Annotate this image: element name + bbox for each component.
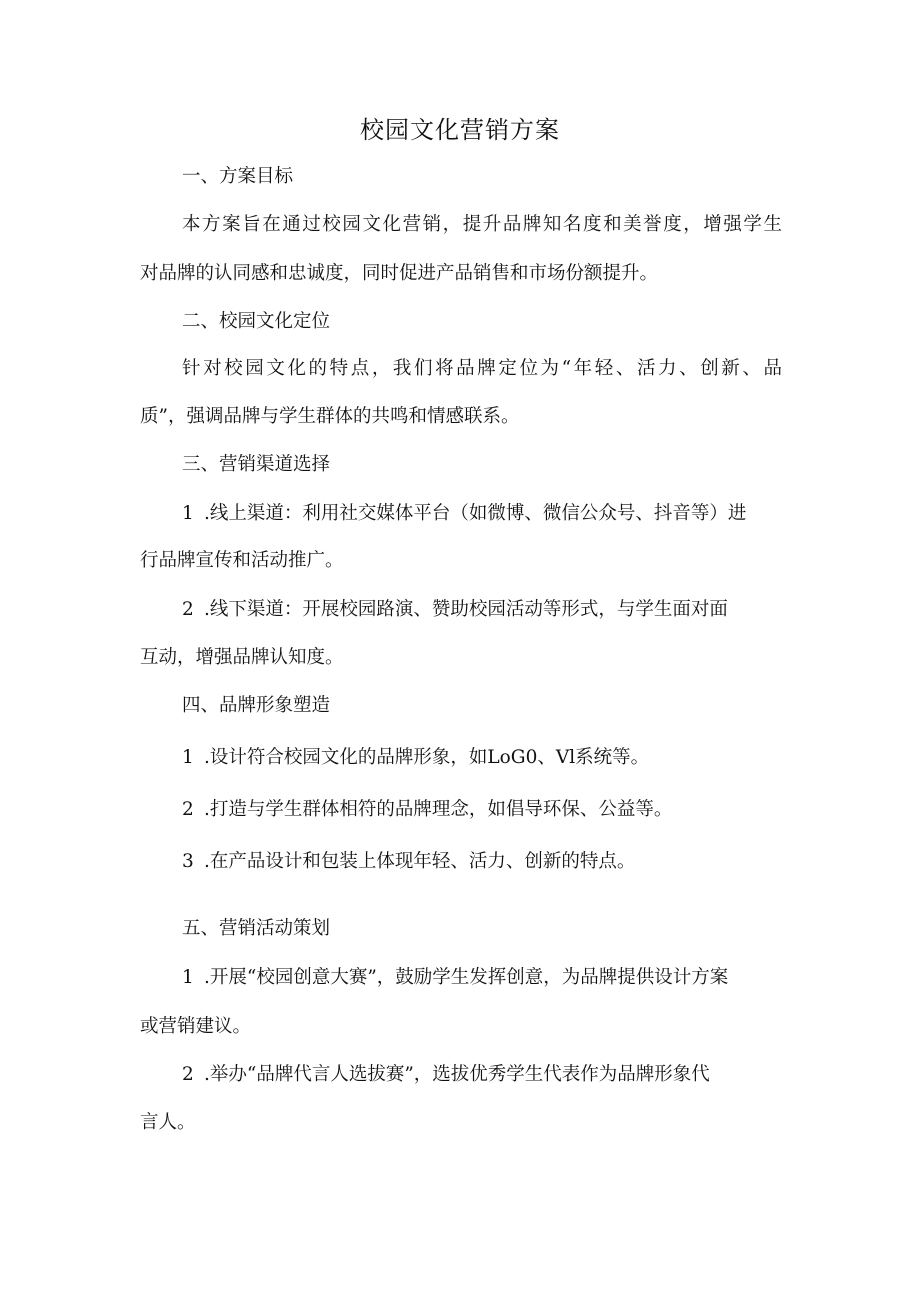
section-heading: 五、营销活动策划	[182, 918, 331, 939]
paragraph-line: 针对校园文化的特点，我们将品牌定位为“年轻、活力、创新、品	[182, 358, 782, 379]
section-heading: 四、品牌形象塑造	[182, 695, 331, 716]
list-item-text: .线上渠道：利用社交媒体平台（如微博、微信公众号、抖音等）进	[204, 503, 747, 524]
list-item	[182, 745, 827, 771]
list-item	[182, 597, 785, 623]
list-item-text: .在产品设计和包装上体现年轻、活力、创新的特点。	[204, 851, 636, 872]
section-heading: 三、营销渠道选择	[182, 454, 331, 475]
document-title: 校园文化营销方案	[360, 116, 560, 144]
list-item	[182, 501, 785, 527]
section-heading: 一、方案目标	[182, 166, 294, 187]
list-number: 1	[182, 503, 194, 524]
list-number: 2	[182, 799, 194, 820]
paragraph-line: 行品牌宣传和活动推广。	[140, 550, 344, 571]
list-item-text: .打造与学生群体相符的品牌理念，如倡导环保、公益等。	[204, 799, 673, 820]
paragraph-line: 本方案旨在通过校园文化营销，提升品牌知名度和美誉度，增强学生	[182, 214, 782, 235]
paragraph-line: 对品牌的认同感和忠诚度，同时促进产品销售和市场份额提升。	[140, 263, 659, 284]
list-item	[182, 965, 785, 991]
section-heading: 二、校园文化定位	[182, 311, 331, 332]
paragraph-line: 质”，强调品牌与学生群体的共鸣和情感联系。	[140, 406, 520, 427]
list-number: 2	[182, 599, 194, 620]
list-item	[182, 849, 827, 875]
list-item-text: .设计符合校园文化的品牌形象，如LoG0、Vl系统等。	[204, 747, 650, 768]
list-number: 3	[182, 851, 194, 872]
list-number: 1	[182, 967, 194, 988]
list-number: 2	[182, 1064, 194, 1085]
list-item-text: .开展“校园创意大赛”，鼓励学生发挥创意，为品牌提供设计方案	[204, 967, 729, 988]
paragraph-line: 言人。	[140, 1112, 196, 1133]
list-item-text: .举办“品牌代言人选拔赛”，选拔优秀学生代表作为品牌形象代	[204, 1064, 710, 1085]
list-item	[182, 797, 827, 823]
paragraph-line: 或营销建议。	[140, 1016, 252, 1037]
list-number: 1	[182, 747, 194, 768]
paragraph-line: 互动，增强品牌认知度。	[140, 647, 344, 668]
list-item	[182, 1062, 785, 1088]
list-item-text: .线下渠道：开展校园路演、赞助校园活动等形式，与学生面对面	[204, 599, 728, 620]
